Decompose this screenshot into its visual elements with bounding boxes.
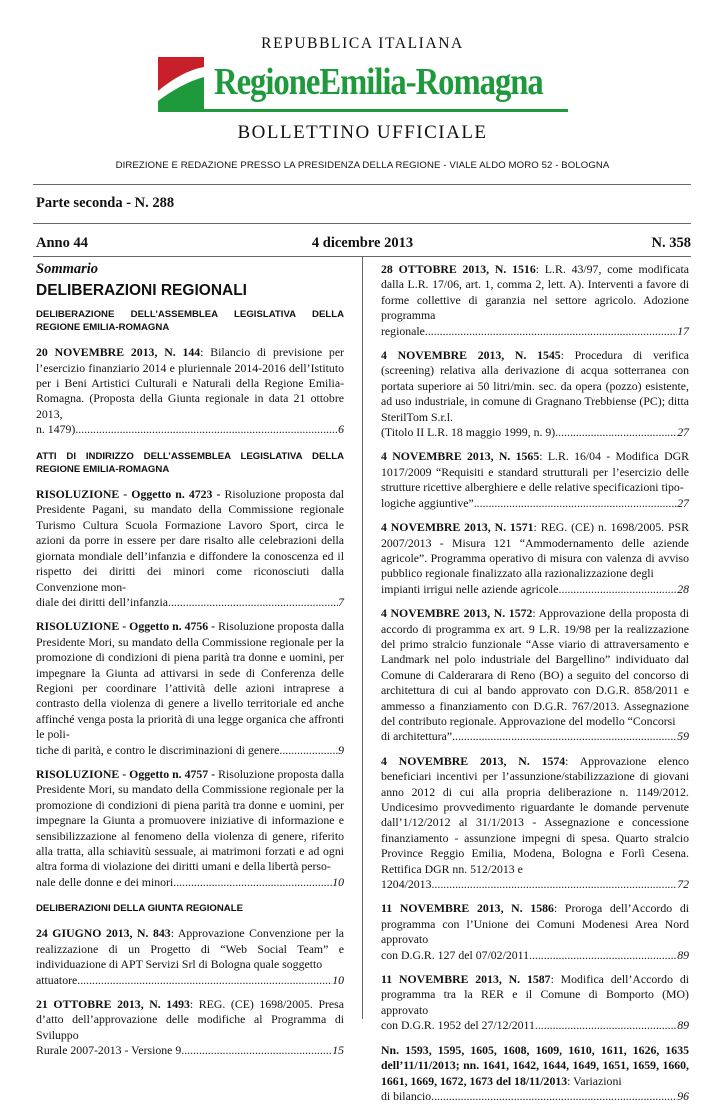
issue-date: 4 dicembre 2013 (311, 235, 414, 251)
toc-entry[interactable]: 4 NOVEMBRE 2013, N. 1565: L.R. 16/04 - Modifica DGR 1017/2009 “Requisiti e standard strutturali per l’esercizio delle strutture ricettive alberghiere e delle relative specificazioni tipo- logiche aggiuntive” ..... 27 (381, 449, 689, 511)
right-column (381, 262, 689, 1113)
page-number: 27 (677, 495, 689, 510)
page-number: 17 (677, 323, 689, 338)
page-number: 96 (677, 1088, 689, 1103)
toc-entry[interactable]: RISOLUZIONE - Oggetto n. 4757 - Risoluzione proposta dalla Presidente Mori, su mandato della Commissione regionale per la promozione di condizioni di piena parità tra donne e uomini, per impegnare la Giunta a promuovere iniziative di informazione e sensibilizzazione al fenomeno della violenza di genere, riferito alla tratta, alla schiavitù sessuale, ai matrimoni forzati e ad ogni altra forma di violazione dei diritti umani e della libertà perso- nale delle donne e dei minori. ..... 10 (36, 767, 344, 890)
toc-entry[interactable]: RISOLUZIONE - Oggetto n. 4723 - Risoluzione proposta dal Presidente Pagani, su mandato della Commissione regionale Turismo Cultura Scuola Formazione Lavoro Sport, circa le azioni da porre in essere per dare risalto alle celebrazioni della giornata mondiale dell’infanzia e diffondere la conoscenza ed il rispetto dei diritti dei minori come riconosciuti dalla Convenzione mon- diale dei diritti dell’infanzia ..... 7 (36, 487, 344, 610)
region-name: RegioneEmilia-Romagna (214, 61, 543, 103)
page-number: 89 (677, 947, 689, 962)
toc-entry[interactable]: 28 OTTOBRE 2013, N. 1516: L.R. 43/97, come modificata dalla L.R. 17/06, art. 1, comma 2, lett. A). Interventi a favore di forme collettive di garanzia nel settore agricolo. Adozione programma regionale ..... 17 (381, 262, 689, 339)
republic-heading: REPUBBLICA ITALIANA (261, 35, 464, 52)
toc-entry[interactable]: Nn. 1593, 1595, 1605, 1608, 1609, 1610, 1611, 1626, 1635 dell’11/11/2013; nn. 1641, 1642, 1644, 1649, 1651, 1659, 1660, 1661, 1669, 1672, 1673 del 18/11/2013: Variazioni di bilancio ..... 96 (381, 1043, 689, 1105)
left-column (36, 262, 344, 1068)
subsection-heading: ATTI DI INDIRIZZO DELL’ASSEMBLEA LEGISLATIVA DELLA REGIONE EMILIA-ROMAGNA (36, 450, 344, 475)
column-divider (362, 257, 363, 1019)
divider (33, 223, 691, 224)
subsection-heading: DELIBERAZIONE DELL’ASSEMBLEA LEGISLATIVA DELLA REGIONE EMILIA-ROMAGNA (36, 308, 344, 334)
issue-number: N. 358 (651, 235, 691, 251)
summary-title: Sommario (36, 261, 99, 277)
page-number: 89 (677, 1018, 689, 1033)
toc-entry[interactable]: 4 NOVEMBRE 2013, N. 1571: REG. (CE) n. 1698/2005. PSR 2007/2013 - Misura 121 “Ammodernamento delle aziende agricole”. Programma operativo di misura con valenza di avviso pubblico regionale finalizzato alla razionalizzazione degli impianti irrigui nelle aziende agricole ..... 28 (381, 520, 689, 597)
divider (33, 184, 691, 185)
toc-entry[interactable]: 4 NOVEMBRE 2013, N. 1574: Approvazione elenco beneficiari incentivi per l’assunzione/stabilizzazione di giovani anno 2012 di cui alla propria deliberazione n. 1149/2012. Undicesimo provvedimento riguardante le domande pervenute dall’1/12/2012 al 31/1/2013 - Assegnazione e concessione finanziamento - assunzione impegni di spesa. Quarto stralcio Province Reggio Emilia, Modena, Bologna e Forlì Cesena. Rettifica DGR nn. 512/2013 e 1204/2013 ..... 72 (381, 754, 689, 893)
page-number: 10 (332, 972, 344, 987)
bulletin-title: BOLLETTINO UFFICIALE (237, 122, 488, 143)
page-number: 10 (332, 874, 344, 889)
page-number: 6 (338, 422, 344, 437)
section-title: DELIBERAZIONI REGIONALI (36, 282, 247, 300)
toc-entry[interactable]: 4 NOVEMBRE 2013, N. 1572: Approvazione della proposta di accordo di programma ex art. 9 L.R. 19/98 per la realizzazione del primo stralcio funzionale “Asse viario di attraversamento e Landmark nel polo industriale del Bargellino” individuato dal Comune di Calderarara di Reno (BO) a seguito del concorso di architettura di cui al bando approvato con D.G.R. 858/2011 e ammesso a finanziamento con D.G.R. 767/2013. Assegnazione del contributo regionale. Approvazione del modello “Concorsi di architettura” ..... 59 (381, 606, 689, 745)
page-number: 28 (677, 581, 689, 596)
page-number: 9 (338, 742, 344, 757)
toc-entry[interactable]: 4 NOVEMBRE 2013, N. 1545: Procedura di verifica (screening) relativa alla derivazione di acqua sotterranea con portata superiore ai 50 litri/min. sec. da opera (pozzo) esistente, ad uso industriale, in comune di Gragnano Trebbiense (PC); ditta SterilTom S.r.l. (Titolo II L.R. 18 maggio 1999, n. 9) ..... 27 (381, 348, 689, 440)
part-label: Parte seconda - N. 288 (36, 195, 175, 211)
toc-entry[interactable]: 21 OTTOBRE 2013, N. 1493: REG. (CE) 1698/2005. Presa d’atto dell’approvazione delle modifiche al Programma di Sviluppo Rurale 2007-2013 - Versione 9 ..... 15 (36, 997, 344, 1059)
subsection-heading: DELIBERAZIONI DELLA GIUNTA REGIONALE (36, 903, 243, 915)
toc-entry[interactable]: 24 GIUGNO 2013, N. 843: Approvazione Convenzione per la realizzazione di un Progetto di “Web Social Team” e individuazione di APT Servizi Srl di Bologna quale soggetto attuatore ..... 10 (36, 926, 344, 988)
page-number: 72 (677, 877, 689, 892)
toc-entry[interactable]: 20 NOVEMBRE 2013, N. 144: Bilancio di previsione per l’esercizio finanziario 2014 e pluriennale 2014-2016 dell’Istituto per i Beni Artistici Culturali e Naturali della Regione Emilia-Romagna. (Proposta della Giunta regionale in data 21 ottobre 2013, n. 1479) ..... 6 (36, 345, 344, 437)
toc-entry[interactable]: 11 NOVEMBRE 2013, N. 1587: Modifica dell’Accordo di programma tra la RER e il Comune di Bomporto (MO) approvato con D.G.R. 1952 del 27/12/2011 ..... 89 (381, 972, 689, 1034)
page-number: 27 (677, 425, 689, 440)
page-number: 7 (338, 594, 344, 609)
page-number: 15 (332, 1043, 344, 1058)
page-number: 59 (677, 729, 689, 744)
toc-entry[interactable]: RISOLUZIONE - Oggetto n. 4756 - Risoluzione proposta dalla Presidente Mori, su mandato della Commissione regionale per la promozione di condizioni di piena parità tra donne e uomini, per impegnare la Giunta ad attivarsi in sede di Conferenza delle Regioni per coordinare l’attività delle azioni intraprese a contrasto della violenza di genere a livello territoriale ed anche affinché venga posta la priorità di una legge organica che affronti le poli- tiche di parità, e contro le discriminazioni di genere ..... 9 (36, 619, 344, 758)
toc-entry[interactable]: 11 NOVEMBRE 2013, N. 1586: Proroga dell’Accordo di programma con l’Unione dei Comuni Modenesi Area Nord approvato con D.G.R. 127 del 07/02/2011 ..... 89 (381, 901, 689, 963)
direction-line: DIREZIONE E REDAZIONE PRESSO LA PRESIDENZA DELLA REGIONE - VIALE ALDO MORO 52 - BOLOGNA (115, 160, 610, 171)
year-label: Anno 44 (36, 235, 88, 251)
